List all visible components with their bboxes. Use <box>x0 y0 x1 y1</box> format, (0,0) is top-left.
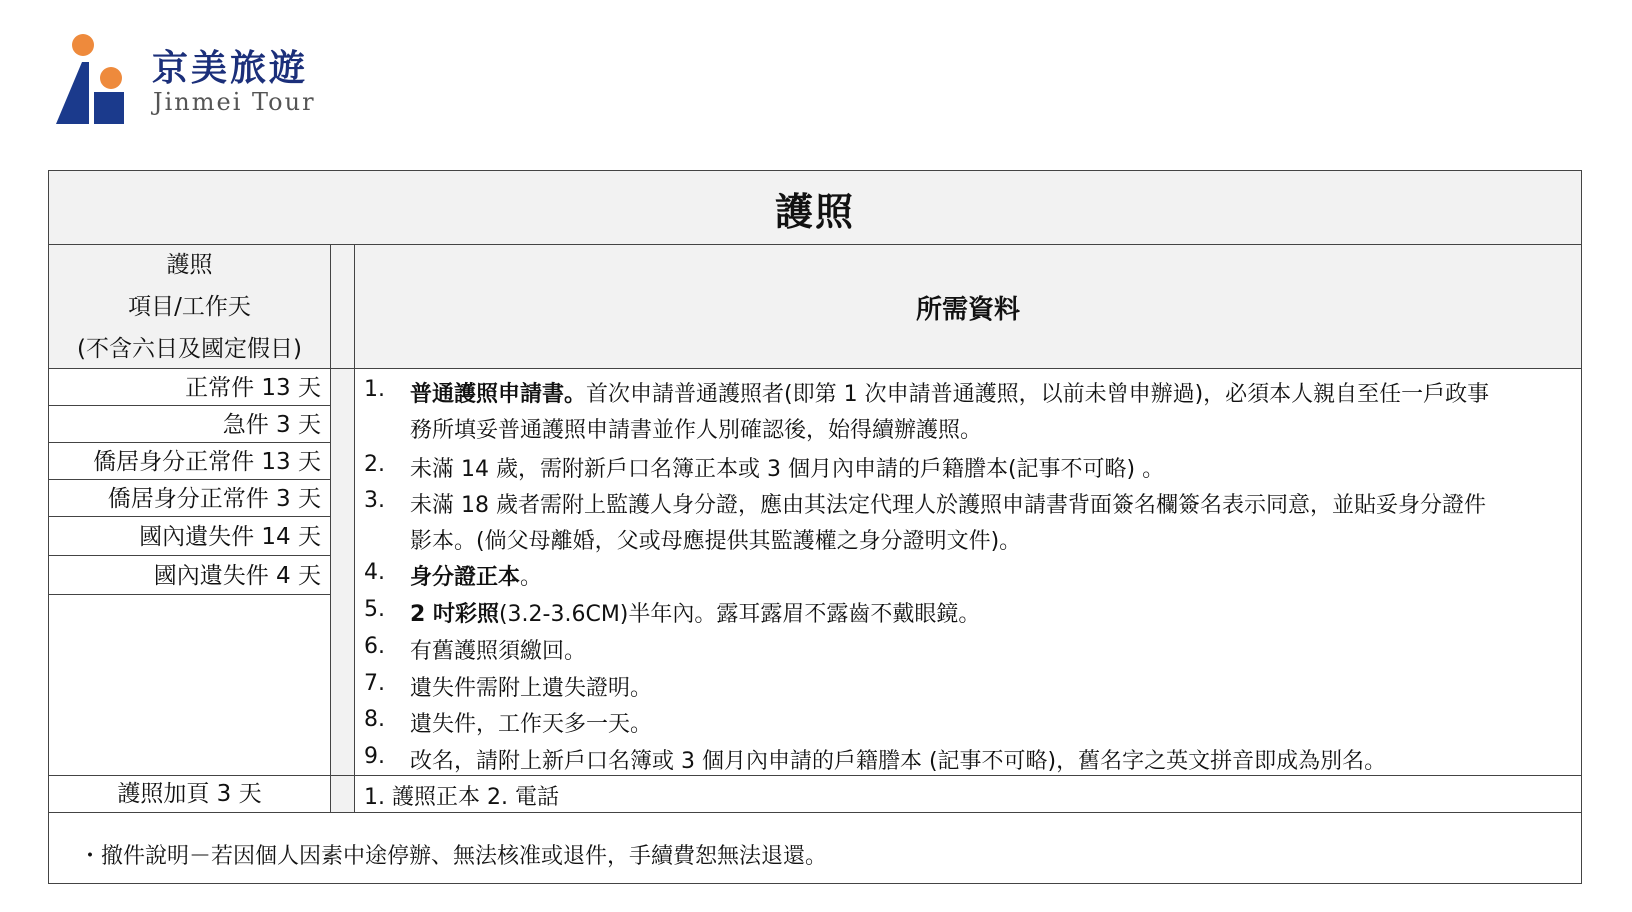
table-title: 護照 <box>774 189 855 234</box>
passport-table <box>48 170 1582 884</box>
requirement-text: 務所填妥普通護照申請書並作人別確認後，始得續辦護照。 <box>410 418 983 443</box>
jinmei-figure-logo-icon <box>56 34 128 126</box>
divider <box>49 812 1581 813</box>
left-header-line: 護照 <box>166 252 213 278</box>
requirement-text: 未滿 14 歲，需附新戶口名簿正本或 3 個月內申請的戶籍謄本(記事不可略) 。 <box>410 457 1165 482</box>
extra-service-item: 護照加頁 3 天 <box>117 781 262 807</box>
requirement-text: 影本。(倘父母離婚，父或母應提供其監護權之身分證明文件)。 <box>410 529 1022 554</box>
requirement-bold: 2 吋彩照 <box>410 602 499 627</box>
service-item: 國內遺失件 4 天 <box>153 563 321 589</box>
requirement-text: 改名，請附上新戶口名簿或 3 個月內申請的戶籍謄本 (記事不可略)，舊名字之英文拼音即成為別名。 <box>410 749 1387 774</box>
requirement-bold: 身分證正本 <box>410 565 521 590</box>
service-item: 國內遺失件 14 天 <box>139 524 321 550</box>
divider <box>49 594 330 595</box>
brand-name-en: Jinmei Tour <box>153 88 316 116</box>
requirement-number: 9. <box>364 744 385 769</box>
left-header-line: 項目/工作天 <box>128 294 251 320</box>
divider <box>49 479 330 480</box>
right-header: 所需資料 <box>915 294 1020 325</box>
spacer-column-shade <box>330 369 354 813</box>
extra-requirements: 1. 護照正本 2. 電話 <box>364 785 559 810</box>
left-header <box>49 245 330 369</box>
requirement-text: 遺失件需附上遺失證明。 <box>410 676 653 701</box>
requirement-number: 7. <box>364 671 385 696</box>
brand-logo <box>56 34 326 126</box>
withdrawal-note: ・撤件說明－若因個人因素中途停辦、無法核准或退件，手續費恕無法退還。 <box>79 844 828 869</box>
requirement-text: 遺失件，工作天多一天。 <box>410 712 653 737</box>
requirement-number: 6. <box>364 634 385 659</box>
divider <box>49 775 1581 776</box>
brand-name-cn: 京美旅遊 <box>152 48 309 89</box>
service-item: 僑居身分正常件 3 天 <box>107 486 321 512</box>
service-item: 正常件 13 天 <box>185 375 321 401</box>
left-header-line: (不含六日及國定假日) <box>77 336 302 362</box>
service-item: 僑居身分正常件 13 天 <box>93 449 321 475</box>
requirement-number: 2. <box>364 452 385 477</box>
requirement-text: 。 <box>520 565 543 590</box>
divider <box>49 405 330 406</box>
requirement-number: 5. <box>364 597 385 622</box>
requirement-text: (3.2-3.6CM)半年內。露耳露眉不露齒不戴眼鏡。 <box>498 602 981 627</box>
requirement-text: 有舊護照須繳回。 <box>410 639 587 664</box>
divider <box>49 555 330 556</box>
requirement-number: 1. <box>364 377 385 402</box>
requirement-number: 4. <box>364 560 385 585</box>
divider <box>330 245 331 813</box>
service-item: 急件 3 天 <box>222 412 321 438</box>
divider <box>49 516 330 517</box>
divider <box>49 442 330 443</box>
requirement-text: 未滿 18 歲者需附上監護人身分證，應由其法定代理人於護照申請書背面簽名欄簽名表示同意，並貼妥身分證件 <box>410 493 1486 518</box>
requirement-bold: 普通護照申請書。 <box>410 382 587 407</box>
requirement-number: 8. <box>364 707 385 732</box>
requirement-text: 首次申請普通護照者(即第 1 次申請普通護照，以前未曾申辦過)，必須本人親自至任一戶政事 <box>586 382 1490 407</box>
requirement-number: 3. <box>364 488 385 513</box>
